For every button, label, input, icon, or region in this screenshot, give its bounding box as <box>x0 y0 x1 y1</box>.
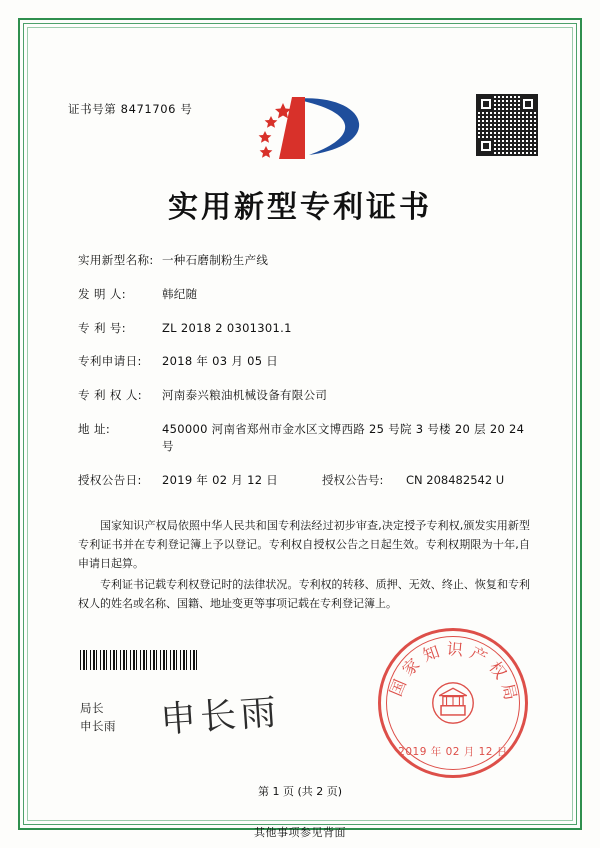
barcode <box>80 650 198 670</box>
field-row-application-date <box>78 353 530 370</box>
legal-paragraph-2: 专利证书记载专利权登记时的法律状况。专利权的转移、质押、无效、终止、恢复和专利权人的姓名或名称、国籍、地址变更等事项记载在专利登记簿上。 <box>78 577 530 610</box>
fields-list <box>78 252 530 506</box>
legal-text <box>78 517 530 616</box>
field-value: 韩纪随 <box>162 286 198 301</box>
field-value: ZL 2018 2 0301301.1 <box>162 320 292 335</box>
certificate-number: 证书号第 8471706 号 <box>68 102 193 116</box>
field-row-inventor <box>78 286 530 303</box>
field-row-address <box>78 421 530 456</box>
director-title-block <box>80 700 116 736</box>
field-row-utility-model-name <box>78 252 530 269</box>
seal-date: 2019 年 02 月 12 日 <box>398 746 508 758</box>
footer-note: 其他事项参见背面 <box>254 826 346 839</box>
field-label: 专 利 权 人: <box>78 388 143 402</box>
field-row-patentee <box>78 387 530 404</box>
field-row-grant-announcement <box>78 472 530 489</box>
patent-office-logo <box>0 88 600 168</box>
page-number: 第 1 页 (共 2 页) <box>257 785 343 798</box>
emblem-icon <box>430 680 476 726</box>
field-value-grant-date: 2019 年 02 月 12 日 <box>162 472 279 487</box>
field-value: 河南泰兴粮油机械设备有限公司 <box>162 388 328 402</box>
field-label-grant-number: 授权公告号: <box>322 472 384 487</box>
handwritten-signature: 申长雨 <box>158 691 282 742</box>
director-name: 申长雨 <box>80 718 116 733</box>
field-row-patent-number <box>78 320 530 337</box>
svg-text:国家知识产权局: 国家知识产权局 <box>386 639 522 708</box>
official-seal <box>378 628 528 778</box>
field-label: 地 址: <box>78 421 111 436</box>
field-label: 专 利 号: <box>78 320 127 335</box>
field-label: 实用新型名称: <box>78 253 154 267</box>
page-title: 实用新型专利证书 <box>168 190 432 225</box>
field-label: 发 明 人: <box>78 286 127 301</box>
field-value-grant-number: CN 208482542 U <box>406 472 505 487</box>
field-label: 专利申请日: <box>78 354 142 369</box>
field-label-grant-date: 授权公告日: <box>78 472 142 487</box>
legal-paragraph-1: 国家知识产权局依照中华人民共和国专利法经过初步审查,决定授予专利权,颁发实用新型专利证书并在专利登记簿上予以登记。专利权自授权公告之日起生效。专利权期限为十年,自申请日起算。 <box>78 519 530 570</box>
field-value: 一种石磨制粉生产线 <box>162 253 269 267</box>
director-label: 局长 <box>80 701 104 715</box>
field-value: 450000 河南省郑州市金水区文博西路 25 号院 3 号楼 20 层 20 24 号 <box>162 421 525 453</box>
field-value: 2018 年 03 月 05 日 <box>162 354 279 369</box>
